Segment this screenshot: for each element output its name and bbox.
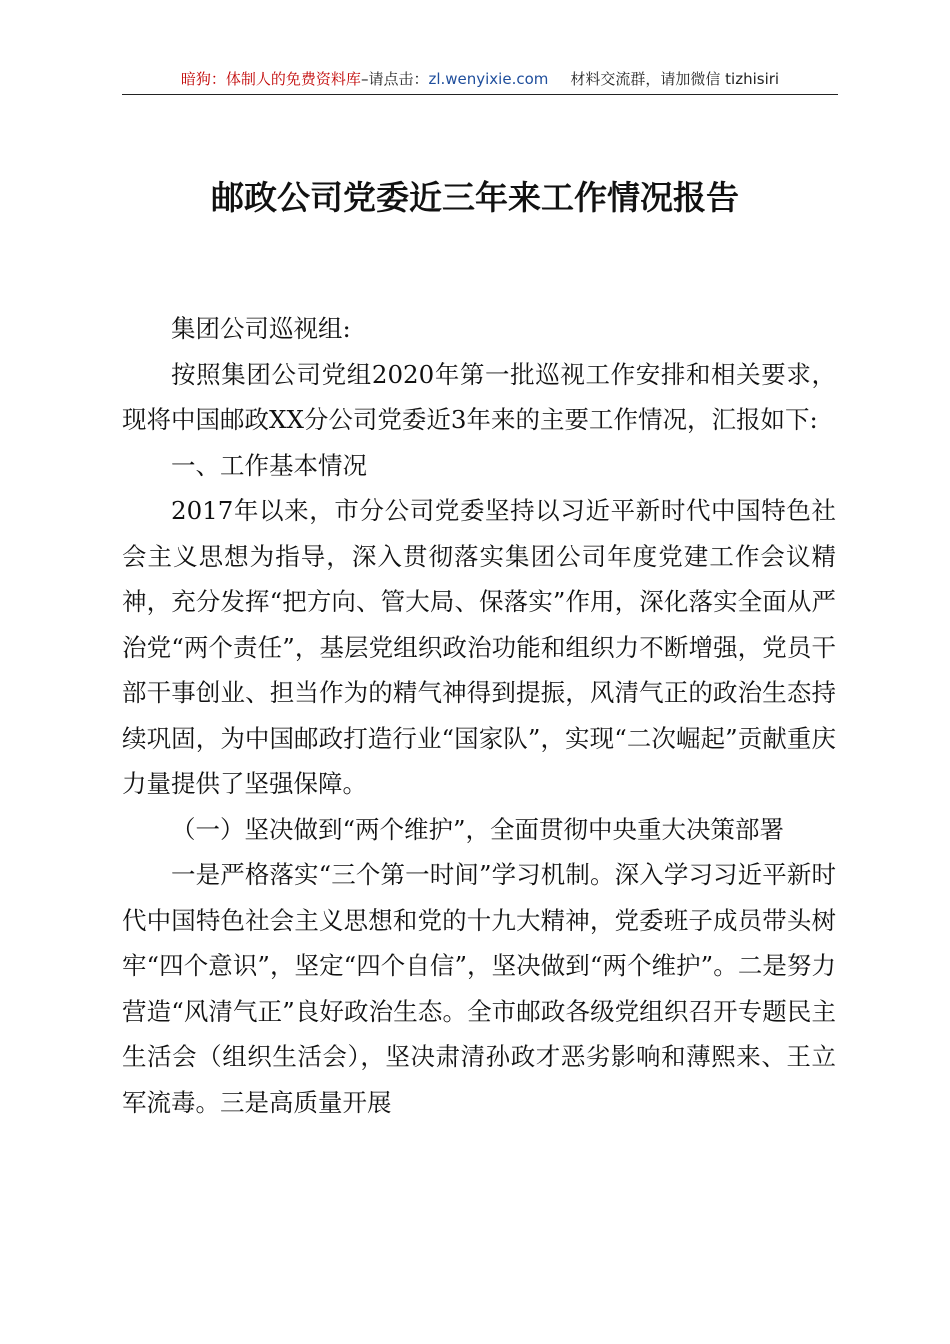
paragraph-details: 一是严格落实“三个第一时间”学习机制。深入学习习近平新时代中国特色社会主义思想和党的十九大精神，党委班子成员带头树牢“四个意识”，坚定“四个自信”，坚决做到“两个维护”。二是努力营造“风清气正”良好政治生态。全市邮政各级党组织召开专题民主生活会（组织生活会），坚决肃清孙政才恶劣影响和薄熙来、王立军流毒。三是高质量开展 [122, 860, 836, 1117]
header-promo-text: 暗狗：体制人的免费资料库 [180, 70, 361, 88]
document-title: 邮政公司党委近三年来工作情况报告 [211, 178, 739, 217]
subsection-heading-1: （一）坚决做到“两个维护”，全面贯彻中央重大决策部署 [171, 814, 785, 844]
header-url-link[interactable]: zl.wenyixie.com [428, 70, 549, 88]
page-header [122, 68, 838, 95]
header-click-prompt: –请点击： [360, 70, 429, 88]
section-heading-1: 一、工作基本情况 [171, 450, 367, 480]
header-contact-text: 材料交流群，请加微信 tizhisiri [570, 70, 780, 88]
paragraph-overview: 2017年以来，市分公司党委坚持以习近平新时代中国特色社会主义思想为指导，深入贯彻落实集团公司年度党建工作会议精神，充分发挥“把方向、管大局、保落实”作用，深化落实全面从严治党“两个责任”，基层党组织政治功能和组织力不断增强，党员干部干事创业、担当作为的精气神得到提振，风清气正的政治生态持续巩固，为中国邮政打造行业“国家队”，实现“二次崛起”贡献重庆力量提供了坚强保障。 [122, 496, 836, 798]
salutation: 集团公司巡视组: [171, 314, 351, 343]
paragraph-intro: 按照集团公司党组2020年第一批巡视工作安排和相关要求，现将中国邮政XX分公司党委近3年来的主要工作情况，汇报如下: [122, 359, 836, 434]
document-body [122, 306, 836, 1125]
